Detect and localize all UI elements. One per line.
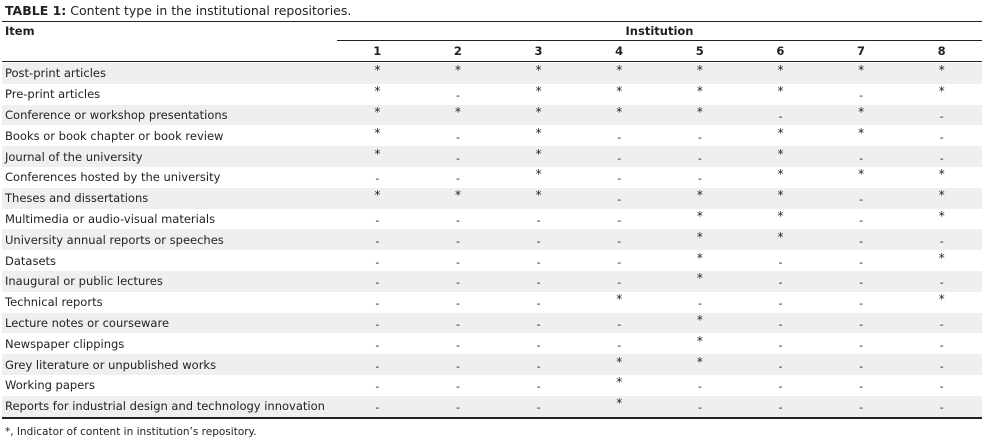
- content-absent-marker: -: [859, 297, 864, 311]
- content-absent-marker: -: [455, 297, 460, 311]
- content-absent-marker: -: [859, 193, 864, 207]
- content-absent-marker: -: [455, 255, 460, 269]
- content-absent-marker: -: [536, 297, 541, 311]
- content-absent-marker: -: [375, 317, 380, 331]
- row-label: Inaugural or public lectures: [5, 274, 163, 289]
- content-present-marker: *: [696, 188, 703, 203]
- content-present-marker: *: [374, 63, 381, 78]
- content-absent-marker: -: [536, 380, 541, 394]
- content-present-marker: *: [454, 104, 461, 119]
- content-absent-marker: -: [697, 130, 702, 144]
- content-absent-marker: -: [697, 401, 702, 415]
- content-absent-marker: -: [617, 151, 622, 165]
- content-absent-marker: -: [939, 359, 944, 373]
- content-present-marker: *: [696, 312, 703, 327]
- table-body: [2, 63, 982, 417]
- table-row: [2, 209, 982, 230]
- content-absent-marker: -: [617, 338, 622, 352]
- content-absent-marker: -: [778, 380, 783, 394]
- content-present-marker: *: [696, 354, 703, 369]
- content-absent-marker: -: [455, 89, 460, 103]
- content-present-marker: *: [938, 63, 945, 78]
- table-row: [2, 396, 982, 417]
- institution-group-header: Institution: [625, 24, 694, 38]
- content-absent-marker: -: [778, 276, 783, 290]
- table-row: [2, 375, 982, 396]
- content-present-marker: *: [535, 63, 542, 78]
- content-absent-marker: -: [375, 213, 380, 227]
- content-absent-marker: -: [617, 276, 622, 290]
- content-present-marker: *: [696, 271, 703, 286]
- table-row: [2, 63, 982, 84]
- content-present-marker: *: [696, 208, 703, 223]
- content-absent-marker: -: [939, 317, 944, 331]
- content-absent-marker: -: [536, 276, 541, 290]
- content-absent-marker: -: [939, 130, 944, 144]
- content-absent-marker: -: [375, 234, 380, 248]
- content-absent-marker: -: [455, 359, 460, 373]
- content-absent-marker: -: [697, 172, 702, 186]
- content-absent-marker: -: [375, 401, 380, 415]
- row-label: Technical reports: [5, 295, 103, 310]
- row-label: Post-print articles: [5, 66, 106, 81]
- content-present-marker: *: [858, 167, 865, 182]
- table-row: [2, 229, 982, 250]
- row-label: Journal of the university: [5, 149, 143, 164]
- content-present-marker: *: [616, 292, 623, 307]
- content-absent-marker: -: [375, 172, 380, 186]
- content-absent-marker: -: [455, 130, 460, 144]
- content-absent-marker: -: [939, 380, 944, 394]
- content-present-marker: *: [616, 375, 623, 390]
- content-present-marker: *: [777, 208, 784, 223]
- content-present-marker: *: [535, 146, 542, 161]
- content-absent-marker: -: [617, 130, 622, 144]
- content-absent-marker: -: [859, 213, 864, 227]
- content-present-marker: *: [374, 146, 381, 161]
- content-present-marker: *: [777, 146, 784, 161]
- content-absent-marker: -: [375, 297, 380, 311]
- content-present-marker: *: [858, 63, 865, 78]
- content-absent-marker: -: [375, 380, 380, 394]
- content-present-marker: *: [374, 125, 381, 140]
- table-row: [2, 188, 982, 209]
- table-row: [2, 313, 982, 334]
- content-present-marker: *: [374, 84, 381, 99]
- institution-column-header: 3: [534, 44, 543, 58]
- content-present-marker: *: [938, 167, 945, 182]
- item-column-header: Item: [5, 24, 35, 38]
- content-present-marker: *: [777, 167, 784, 182]
- content-absent-marker: -: [617, 172, 622, 186]
- row-label: Theses and dissertations: [5, 191, 149, 206]
- content-present-marker: *: [374, 188, 381, 203]
- top-rule: [2, 21, 982, 22]
- table-row: [2, 250, 982, 271]
- row-label: Conference or workshop presentations: [5, 107, 228, 122]
- content-absent-marker: -: [536, 255, 541, 269]
- content-absent-marker: -: [859, 255, 864, 269]
- content-absent-marker: -: [455, 172, 460, 186]
- content-present-marker: *: [616, 354, 623, 369]
- content-present-marker: *: [696, 229, 703, 244]
- content-present-marker: *: [777, 63, 784, 78]
- content-absent-marker: -: [778, 255, 783, 269]
- institution-column-header: 1: [373, 44, 382, 58]
- table-row: [2, 292, 982, 313]
- content-absent-marker: -: [536, 213, 541, 227]
- content-absent-marker: -: [536, 359, 541, 373]
- table-row: [2, 271, 982, 292]
- table-caption: [5, 2, 351, 20]
- content-absent-marker: -: [617, 213, 622, 227]
- institution-column-header: 6: [776, 44, 785, 58]
- content-absent-marker: -: [455, 317, 460, 331]
- content-absent-marker: -: [455, 151, 460, 165]
- table-caption-text: Content type in the institutional repositories.: [66, 3, 352, 18]
- content-absent-marker: -: [859, 401, 864, 415]
- content-absent-marker: -: [617, 317, 622, 331]
- row-label: Pre-print articles: [5, 87, 101, 102]
- content-absent-marker: -: [778, 297, 783, 311]
- institution-column-header: 2: [453, 44, 462, 58]
- row-label: Reports for industrial design and technology innovation: [5, 399, 325, 414]
- content-present-marker: *: [696, 104, 703, 119]
- content-absent-marker: -: [536, 234, 541, 248]
- content-absent-marker: -: [375, 276, 380, 290]
- content-present-marker: *: [374, 104, 381, 119]
- table-row: [2, 333, 982, 354]
- content-present-marker: *: [696, 250, 703, 265]
- content-absent-marker: -: [617, 255, 622, 269]
- content-absent-marker: -: [859, 151, 864, 165]
- institution-column-header: 4: [615, 44, 624, 58]
- row-label: Grey literature or unpublished works: [5, 357, 217, 372]
- content-absent-marker: -: [375, 255, 380, 269]
- content-present-marker: *: [777, 84, 784, 99]
- content-absent-marker: -: [536, 317, 541, 331]
- content-absent-marker: -: [859, 338, 864, 352]
- content-absent-marker: -: [778, 359, 783, 373]
- content-absent-marker: -: [778, 338, 783, 352]
- institution-column-header: 8: [937, 44, 946, 58]
- content-present-marker: *: [696, 84, 703, 99]
- table-row: [2, 125, 982, 146]
- content-absent-marker: -: [939, 151, 944, 165]
- content-present-marker: *: [777, 229, 784, 244]
- content-present-marker: *: [696, 333, 703, 348]
- content-absent-marker: -: [455, 276, 460, 290]
- institution-header-rule: [337, 40, 982, 41]
- content-present-marker: *: [535, 104, 542, 119]
- content-absent-marker: -: [455, 213, 460, 227]
- content-absent-marker: -: [536, 401, 541, 415]
- content-absent-marker: -: [939, 401, 944, 415]
- row-label: Lecture notes or courseware: [5, 315, 170, 330]
- content-absent-marker: -: [697, 151, 702, 165]
- content-absent-marker: -: [859, 359, 864, 373]
- table-row: [2, 354, 982, 375]
- row-label: Datasets: [5, 253, 57, 268]
- content-present-marker: *: [938, 208, 945, 223]
- content-present-marker: *: [938, 250, 945, 265]
- institution-column-header: 7: [857, 44, 866, 58]
- content-present-marker: *: [616, 84, 623, 99]
- row-label: Newspaper clippings: [5, 336, 125, 351]
- content-absent-marker: -: [939, 338, 944, 352]
- content-present-marker: *: [616, 104, 623, 119]
- table-footnote: *, Indicator of content in institution’s repository.: [5, 426, 257, 438]
- content-absent-marker: -: [697, 297, 702, 311]
- content-absent-marker: -: [778, 109, 783, 123]
- content-present-marker: *: [535, 167, 542, 182]
- content-absent-marker: -: [375, 338, 380, 352]
- content-absent-marker: -: [859, 317, 864, 331]
- content-absent-marker: -: [778, 317, 783, 331]
- content-absent-marker: -: [939, 276, 944, 290]
- content-absent-marker: -: [375, 359, 380, 373]
- content-absent-marker: -: [939, 234, 944, 248]
- row-label: Working papers: [5, 378, 96, 393]
- content-present-marker: *: [777, 188, 784, 203]
- row-label: Conferences hosted by the university: [5, 170, 221, 185]
- content-absent-marker: -: [859, 234, 864, 248]
- bottom-rule: [2, 417, 982, 419]
- content-present-marker: *: [696, 63, 703, 78]
- content-absent-marker: -: [778, 401, 783, 415]
- content-absent-marker: -: [455, 338, 460, 352]
- content-present-marker: *: [616, 63, 623, 78]
- content-present-marker: *: [858, 104, 865, 119]
- row-label: Multimedia or audio-visual materials: [5, 211, 216, 226]
- institution-column-header: 5: [695, 44, 704, 58]
- content-present-marker: *: [535, 188, 542, 203]
- content-absent-marker: -: [455, 401, 460, 415]
- institution-number-row: [337, 43, 982, 60]
- content-present-marker: *: [454, 63, 461, 78]
- row-label: Books or book chapter or book review: [5, 128, 224, 143]
- content-present-marker: *: [535, 84, 542, 99]
- content-present-marker: *: [938, 292, 945, 307]
- table-caption-label: TABLE 1:: [5, 3, 67, 18]
- content-absent-marker: -: [617, 193, 622, 207]
- content-present-marker: *: [938, 84, 945, 99]
- content-absent-marker: -: [455, 380, 460, 394]
- content-absent-marker: -: [697, 380, 702, 394]
- content-absent-marker: -: [859, 380, 864, 394]
- content-present-marker: *: [938, 188, 945, 203]
- content-absent-marker: -: [536, 338, 541, 352]
- content-absent-marker: -: [939, 109, 944, 123]
- content-absent-marker: -: [617, 234, 622, 248]
- content-present-marker: *: [777, 125, 784, 140]
- content-present-marker: *: [616, 396, 623, 411]
- row-label: University annual reports or speeches: [5, 232, 224, 247]
- content-present-marker: *: [454, 188, 461, 203]
- content-present-marker: *: [858, 125, 865, 140]
- content-absent-marker: -: [455, 234, 460, 248]
- content-absent-marker: -: [859, 276, 864, 290]
- content-absent-marker: -: [859, 89, 864, 103]
- content-present-marker: *: [535, 125, 542, 140]
